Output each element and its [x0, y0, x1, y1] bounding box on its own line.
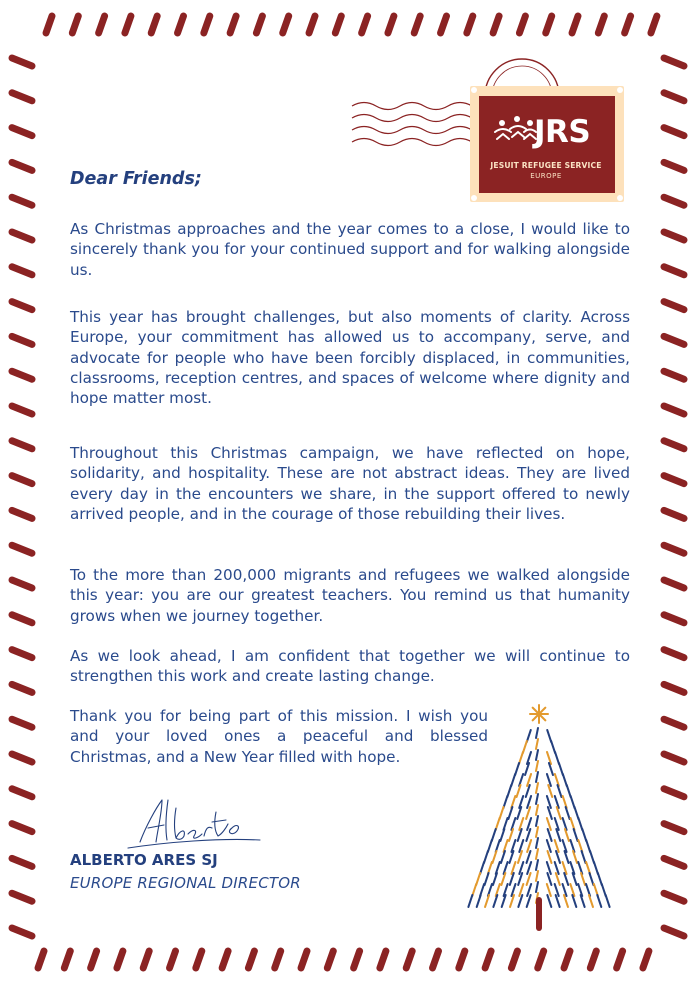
paragraph-3: Throughout this Christmas campaign, we have reflected on hope, solidarity, and hospitality. These are not abstract ideas. They are lived every day in the encounters we share, in the support offered to newly arrived people, and in the courage of those rebuilding their lives.: [70, 444, 630, 523]
border-stripe: [309, 16, 315, 33]
tree-branch-stroke: [468, 895, 472, 907]
tree-branch-stroke: [536, 794, 538, 804]
border-stripe: [256, 16, 262, 33]
border-stripe: [493, 16, 499, 33]
border-stripe: [12, 58, 32, 66]
paragraph-5: As we look ahead, I am confident that together we will continue to strengthen this work and create lasting change.: [70, 647, 630, 686]
border-stripe: [12, 754, 32, 762]
border-stripe: [143, 951, 149, 968]
border-stripe: [441, 16, 447, 33]
border-stripe: [664, 580, 684, 588]
border-stripe: [664, 58, 684, 66]
tree-branch-stroke: [536, 882, 538, 892]
border-stripe: [12, 197, 32, 205]
paragraph-2: This year has brought challenges, but also moments of clarity. Across Europe, your commitment has allowed us to accompany, serve, and advocate for people who have been forcibly displaced, in communities, classrooms, reception centres, and spaces of welcome where dignity and hope matter most.: [70, 308, 630, 408]
tree-branch-stroke: [496, 862, 500, 874]
border-stripe: [12, 824, 32, 832]
border-stripe: [204, 16, 210, 33]
border-stripe: [664, 406, 684, 414]
border-stripe: [12, 128, 32, 136]
border-stripe: [12, 545, 32, 553]
border-stripe: [459, 951, 465, 968]
border-stripe: [117, 951, 123, 968]
border-stripe: [12, 928, 32, 936]
border-stripe: [664, 197, 684, 205]
border-stripe: [664, 476, 684, 484]
border-stripe: [64, 951, 70, 968]
tree-branch-stroke: [606, 895, 610, 907]
border-stripe: [590, 951, 596, 968]
border-stripe: [327, 951, 333, 968]
border-stripe: [664, 336, 684, 344]
border-stripe: [625, 16, 631, 33]
border-stripe: [664, 441, 684, 449]
tree-branch-stroke: [589, 873, 593, 885]
tree-branch-stroke: [536, 871, 538, 881]
border-stripe: [564, 951, 570, 968]
border-stripe: [283, 16, 289, 33]
border-stripe: [538, 951, 544, 968]
border-stripe: [664, 928, 684, 936]
tree-branch-stroke: [536, 816, 538, 826]
border-stripe: [664, 267, 684, 275]
paragraph-4: To the more than 200,000 migrants and refugees we walked alongside this year: you are our greatest teachers. You remind us that humanity grows when we journey together.: [70, 566, 630, 625]
tree-branch-stroke: [526, 785, 530, 797]
border-stripe: [362, 16, 368, 33]
tree-branch-stroke: [597, 895, 601, 907]
tree-branch-stroke: [485, 895, 489, 907]
border-stripe: [664, 893, 684, 901]
border-stripe: [72, 16, 78, 33]
tree-branch-stroke: [547, 774, 551, 786]
org-region: EUROPE: [530, 172, 562, 180]
border-stripe: [414, 16, 420, 33]
border-stripe: [664, 510, 684, 518]
border-stripe: [178, 16, 184, 33]
tree-branch-stroke: [566, 807, 570, 819]
tree-branch-stroke: [536, 728, 538, 738]
tree-branch-stroke: [574, 829, 578, 841]
org-name: JESUIT REFUGEE SERVICE: [490, 161, 602, 170]
tree-branch-stroke: [536, 750, 538, 760]
greeting: Dear Friends;: [70, 169, 202, 189]
tree-branch-stroke: [485, 873, 489, 885]
handwritten-signature: [118, 794, 268, 854]
border-stripe: [380, 951, 386, 968]
border-stripe: [664, 684, 684, 692]
tree-branch-stroke: [493, 873, 497, 885]
border-stripe: [12, 580, 32, 588]
cancellation-lines: [352, 103, 472, 146]
border-stripe: [664, 93, 684, 101]
border-stripe: [12, 232, 32, 240]
tree-branch-stroke: [477, 895, 481, 907]
signatory-title: EUROPE REGIONAL DIRECTOR: [70, 874, 301, 892]
border-stripe: [664, 719, 684, 727]
border-stripe: [196, 951, 202, 968]
border-stripe: [125, 16, 131, 33]
tree-branch-stroke: [556, 851, 560, 863]
tree-branch-stroke: [536, 772, 538, 782]
tree-branch-stroke: [519, 840, 523, 852]
border-stripe: [664, 650, 684, 658]
border-stripe: [222, 951, 228, 968]
border-stripe: [99, 16, 105, 33]
border-stripe: [519, 16, 525, 33]
border-stripe: [664, 754, 684, 762]
tree-branch-stroke: [536, 739, 538, 749]
border-stripe: [643, 951, 649, 968]
border-stripe: [12, 893, 32, 901]
brand-logo: JRS: [534, 114, 591, 150]
border-stripe: [12, 336, 32, 344]
tree-branch-stroke: [536, 761, 538, 771]
tree-branch-stroke: [508, 807, 512, 819]
border-stripe: [12, 267, 32, 275]
border-stripe: [433, 951, 439, 968]
border-stripe: [248, 951, 254, 968]
border-stripe: [38, 951, 44, 968]
border-stripe: [664, 128, 684, 136]
border-stripe: [664, 545, 684, 553]
border-stripe: [170, 951, 176, 968]
border-stripe: [12, 302, 32, 310]
border-stripe: [12, 406, 32, 414]
tree-branch-stroke: [527, 774, 531, 786]
border-stripe: [651, 16, 657, 33]
border-stripe: [12, 719, 32, 727]
border-stripe: [664, 615, 684, 623]
border-stripe: [617, 951, 623, 968]
border-stripe: [12, 684, 32, 692]
tree-branch-stroke: [578, 862, 582, 874]
tree-branch-stroke: [518, 851, 522, 863]
border-stripe: [275, 951, 281, 968]
tree-branch-stroke: [500, 829, 504, 841]
border-stripe: [12, 510, 32, 518]
border-stripe: [664, 371, 684, 379]
christmas-tree-illustration: [455, 700, 625, 940]
border-stripe: [12, 650, 32, 658]
border-stripe: [12, 162, 32, 170]
paragraph-1: As Christmas approaches and the year comes to a close, I would like to sincerely thank you for your continued support and for walking alongside us.: [70, 220, 630, 279]
border-stripe: [664, 789, 684, 797]
border-stripe: [664, 162, 684, 170]
border-stripe: [467, 16, 473, 33]
border-stripe: [572, 16, 578, 33]
tree-branch-stroke: [492, 851, 496, 863]
border-stripe: [12, 789, 32, 797]
border-stripe: [12, 371, 32, 379]
border-stripe: [511, 951, 517, 968]
border-stripe: [12, 93, 32, 101]
border-stripe: [91, 951, 97, 968]
border-stripe: [664, 232, 684, 240]
tree-branch-stroke: [555, 840, 559, 852]
border-stripe: [230, 16, 236, 33]
tree-branch-stroke: [582, 851, 586, 863]
border-stripe: [151, 16, 157, 33]
border-stripe: [12, 615, 32, 623]
border-stripe: [46, 16, 52, 33]
tree-branch-stroke: [536, 838, 538, 848]
border-stripe: [335, 16, 341, 33]
border-stripe: [354, 951, 360, 968]
border-stripe: [664, 858, 684, 866]
border-stripe: [406, 951, 412, 968]
border-stripe: [301, 951, 307, 968]
border-stripe: [485, 951, 491, 968]
tree-branch-stroke: [536, 827, 538, 837]
border-stripe: [546, 16, 552, 33]
border-stripe: [664, 302, 684, 310]
paragraph-6: Thank you for being part of this mission. I wish you and your loved ones a peaceful and blessed Christmas, and a New Year filled with hope.: [70, 707, 488, 766]
tree-branch-stroke: [536, 849, 538, 859]
border-stripe: [388, 16, 394, 33]
tree-branch-stroke: [589, 895, 593, 907]
tree-branch-stroke: [536, 805, 538, 815]
border-stripe: [12, 441, 32, 449]
border-stripe: [598, 16, 604, 33]
tree-branch-stroke: [581, 873, 585, 885]
border-stripe: [12, 858, 32, 866]
tree-branch-stroke: [536, 860, 538, 870]
tree-branch-stroke: [548, 785, 552, 797]
tree-branch-stroke: [536, 783, 538, 793]
border-stripe: [12, 476, 32, 484]
border-stripe: [664, 824, 684, 832]
signatory-name: ALBERTO ARES SJ: [70, 851, 218, 869]
